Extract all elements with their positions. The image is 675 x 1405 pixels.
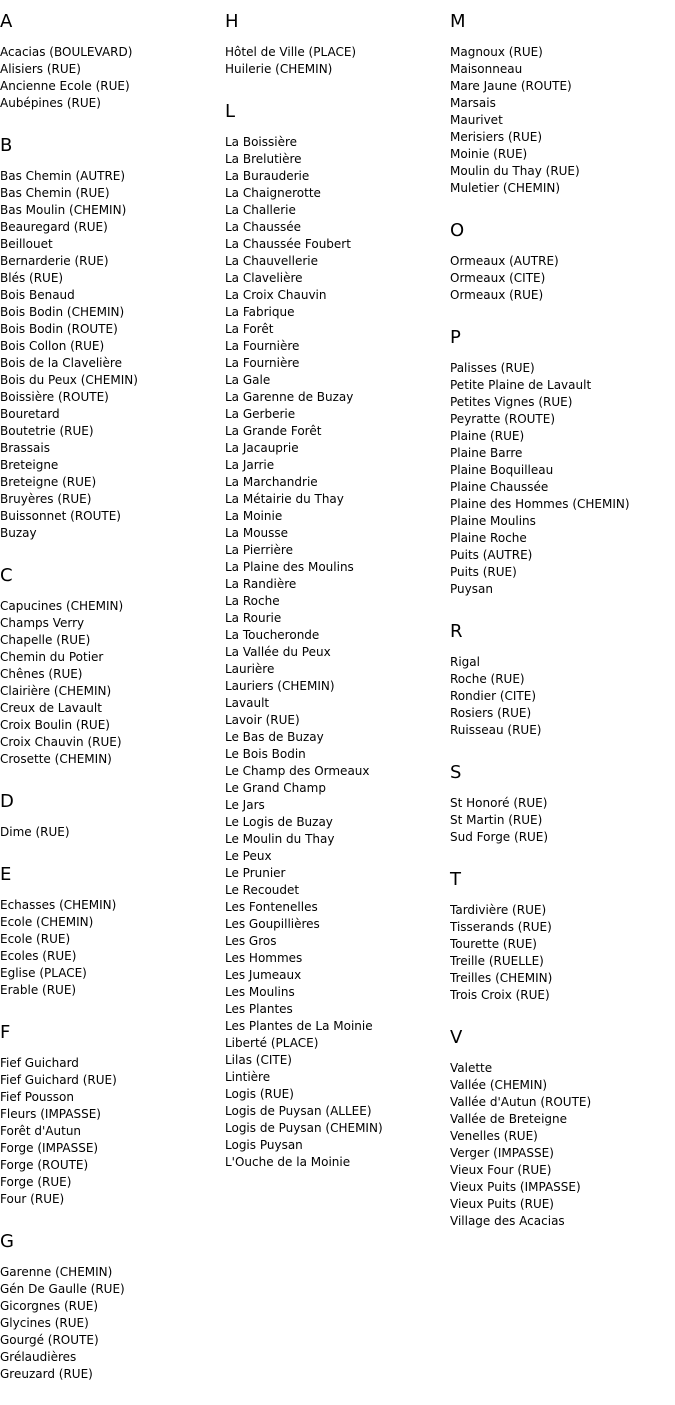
- street-name: L'Ouche de la Moinie: [225, 1155, 351, 1169]
- street-name: Fief Guichard: [0, 1056, 79, 1070]
- street-name: Buzay: [0, 526, 37, 540]
- letter-section: [0, 10, 225, 112]
- street-name: Bois Collon (RUE): [0, 339, 105, 353]
- street-name: Rondier (CITE): [450, 689, 537, 703]
- street-name: Plaine Moulins: [450, 514, 536, 528]
- street-name: Tourette (RUE): [450, 937, 537, 951]
- street-name: Verger (IMPASSE): [450, 1146, 554, 1160]
- section-letter-heading: B: [0, 135, 13, 156]
- street-name: Le Champ des Ormeaux: [225, 764, 370, 778]
- street-name: Magnoux (RUE): [450, 45, 543, 59]
- letter-section: [225, 10, 450, 78]
- street-name: Ruisseau (RUE): [450, 723, 542, 737]
- street-name: Le Logis de Buzay: [225, 815, 333, 829]
- street-name: Logis Puysan: [225, 1138, 303, 1152]
- street-name: Bois Bodin (CHEMIN): [0, 305, 125, 319]
- letter-section: [225, 100, 450, 1171]
- street-name: Gicorgnes (RUE): [0, 1299, 99, 1313]
- street-name: Glycines (RUE): [0, 1316, 89, 1330]
- street-index-column-1: [0, 10, 225, 1405]
- street-name: Le Peux: [225, 849, 272, 863]
- street-name: Logis de Puysan (CHEMIN): [225, 1121, 383, 1135]
- section-letter-heading: C: [0, 565, 13, 586]
- street-name: Logis (RUE): [225, 1087, 294, 1101]
- letter-section: [0, 1021, 225, 1208]
- section-letter-heading: R: [450, 621, 463, 642]
- street-name: La Marchandrie: [225, 475, 318, 489]
- street-name: La Jarrie: [225, 458, 275, 472]
- street-name: Les Gros: [225, 934, 277, 948]
- street-name: Trois Croix (RUE): [450, 988, 550, 1002]
- street-name: Chemin du Potier: [0, 650, 104, 664]
- street-name: Liberté (PLACE): [225, 1036, 319, 1050]
- letter-section: [0, 134, 225, 542]
- street-name: Lavault: [225, 696, 270, 710]
- street-name: Bruyères (RUE): [0, 492, 92, 506]
- street-index-column-2: [225, 10, 450, 1193]
- street-name: Hôtel de Ville (PLACE): [225, 45, 357, 59]
- street-name: Vallée (CHEMIN): [450, 1078, 548, 1092]
- street-name: Bois Benaud: [0, 288, 75, 302]
- letter-section: [450, 10, 675, 197]
- street-name: Maisonneau: [450, 62, 523, 76]
- street-name: Plaine Roche: [450, 531, 527, 545]
- street-name: La Roche: [225, 594, 280, 608]
- street-name: Plaine Barre: [450, 446, 523, 460]
- section-letter-heading: S: [450, 762, 462, 783]
- street-name: Ecoles (RUE): [0, 949, 77, 963]
- section-letter-heading: L: [225, 101, 236, 122]
- street-name: Vieux Four (RUE): [450, 1163, 552, 1177]
- street-name: La Croix Chauvin: [225, 288, 327, 302]
- street-name: La Grande Forêt: [225, 424, 322, 438]
- street-name: Croix Boulin (RUE): [0, 718, 110, 732]
- street-name: Clairière (CHEMIN): [0, 684, 112, 698]
- street-name: La Rourie: [225, 611, 282, 625]
- section-letter-heading: G: [0, 1231, 14, 1252]
- street-name: Muletier (CHEMIN): [450, 181, 561, 195]
- street-name: Rosiers (RUE): [450, 706, 532, 720]
- street-name: Four (RUE): [0, 1192, 65, 1206]
- street-name: Puysan: [450, 582, 493, 596]
- street-name: Fief Pousson: [0, 1090, 74, 1104]
- street-name: Echasses (CHEMIN): [0, 898, 117, 912]
- street-name: Vieux Puits (RUE): [450, 1197, 554, 1211]
- street-name: La Challerie: [225, 203, 296, 217]
- street-name: Les Goupillières: [225, 917, 320, 931]
- street-name: Moulin du Thay (RUE): [450, 164, 580, 178]
- street-name: Plaine (RUE): [450, 429, 525, 443]
- letter-section: [450, 326, 675, 598]
- street-name: Bernarderie (RUE): [0, 254, 109, 268]
- street-name: Puits (AUTRE): [450, 548, 533, 562]
- street-name: Breteigne (RUE): [0, 475, 97, 489]
- section-letter-heading: T: [450, 869, 461, 890]
- street-name: Sud Forge (RUE): [450, 830, 549, 844]
- street-name: Mare Jaune (ROUTE): [450, 79, 572, 93]
- street-name: Huilerie (CHEMIN): [225, 62, 333, 76]
- street-name: Merisiers (RUE): [450, 130, 543, 144]
- street-name: Les Hommes: [225, 951, 303, 965]
- street-name: Ancienne Ecole (RUE): [0, 79, 130, 93]
- street-name: Puits (RUE): [450, 565, 517, 579]
- street-name: Capucines (CHEMIN): [0, 599, 124, 613]
- section-letter-heading: D: [0, 791, 14, 812]
- street-name: Plaine Chaussée: [450, 480, 549, 494]
- street-name: Le Prunier: [225, 866, 286, 880]
- letter-section: [0, 863, 225, 999]
- street-name: La Randière: [225, 577, 297, 591]
- street-name: Le Jars: [225, 798, 265, 812]
- street-name: Alisiers (RUE): [0, 62, 81, 76]
- street-name: Moinie (RUE): [450, 147, 528, 161]
- street-name: Garenne (CHEMIN): [0, 1265, 113, 1279]
- street-name: Ormeaux (CITE): [450, 271, 546, 285]
- street-name: La Fournière: [225, 339, 300, 353]
- street-name: La Jacauprie: [225, 441, 299, 455]
- letter-section: [450, 761, 675, 846]
- street-name: Lilas (CITE): [225, 1053, 292, 1067]
- street-name: Beauregard (RUE): [0, 220, 108, 234]
- street-name: Lauriers (CHEMIN): [225, 679, 335, 693]
- street-name: Plaine des Hommes (CHEMIN): [450, 497, 630, 511]
- street-name: Bois du Peux (CHEMIN): [0, 373, 138, 387]
- section-letter-heading: P: [450, 327, 461, 348]
- street-name: Forêt d'Autun: [0, 1124, 82, 1138]
- street-name: Marsais: [450, 96, 496, 110]
- street-name: St Martin (RUE): [450, 813, 543, 827]
- section-letter-heading: E: [0, 864, 12, 885]
- street-name: Champs Verry: [0, 616, 85, 630]
- street-name: Gén De Gaulle (RUE): [0, 1282, 125, 1296]
- street-name: La Boissière: [225, 135, 298, 149]
- street-name: La Fabrique: [225, 305, 295, 319]
- letter-section: [450, 219, 675, 304]
- street-name: Bas Chemin (RUE): [0, 186, 110, 200]
- street-name: Vallée de Breteigne: [450, 1112, 568, 1126]
- letter-section: [0, 1230, 225, 1383]
- street-name: Le Recoudet: [225, 883, 300, 897]
- street-name: La Chauvellerie: [225, 254, 318, 268]
- street-name: Bas Chemin (AUTRE): [0, 169, 126, 183]
- street-name: La Gerberie: [225, 407, 296, 421]
- street-name: Le Bois Bodin: [225, 747, 306, 761]
- street-name: Crosette (CHEMIN): [0, 752, 112, 766]
- street-name: La Toucheronde: [225, 628, 320, 642]
- street-name: Forge (ROUTE): [0, 1158, 89, 1172]
- street-name: St Honoré (RUE): [450, 796, 548, 810]
- street-name: Treille (RUELLE): [450, 954, 544, 968]
- street-name: Brassais: [0, 441, 50, 455]
- street-name: La Chaussée Foubert: [225, 237, 351, 251]
- street-name: Les Moulins: [225, 985, 295, 999]
- section-letter-heading: M: [450, 11, 466, 32]
- street-name: Palisses (RUE): [450, 361, 535, 375]
- street-name: Village des Acacias: [450, 1214, 565, 1228]
- street-name: Boissière (ROUTE): [0, 390, 109, 404]
- street-name: Ecole (RUE): [0, 932, 71, 946]
- street-name: Lintière: [225, 1070, 271, 1084]
- street-name: Petite Plaine de Lavault: [450, 378, 592, 392]
- street-name: Peyratte (ROUTE): [450, 412, 556, 426]
- street-name: Le Bas de Buzay: [225, 730, 324, 744]
- section-letter-heading: H: [225, 11, 239, 32]
- section-letter-heading: F: [0, 1022, 11, 1043]
- street-name: Greuzard (RUE): [0, 1367, 93, 1381]
- street-name: Le Grand Champ: [225, 781, 326, 795]
- street-name: Dime (RUE): [0, 825, 70, 839]
- street-name: La Mousse: [225, 526, 289, 540]
- street-name: La Métairie du Thay: [225, 492, 344, 506]
- street-name: Chapelle (RUE): [0, 633, 91, 647]
- street-name: La Brelutière: [225, 152, 302, 166]
- street-name: Vallée d'Autun (ROUTE): [450, 1095, 592, 1109]
- street-name: Maurivet: [450, 113, 503, 127]
- street-name: Creux de Lavault: [0, 701, 102, 715]
- street-name: Bouretard: [0, 407, 60, 421]
- section-letter-heading: A: [0, 11, 13, 32]
- street-name: Croix Chauvin (RUE): [0, 735, 122, 749]
- letter-section: [450, 1026, 675, 1230]
- street-name: Ormeaux (RUE): [450, 288, 544, 302]
- street-name: La Burauderie: [225, 169, 310, 183]
- section-letter-heading: O: [450, 220, 465, 241]
- street-name: Grélaudières: [0, 1350, 77, 1364]
- street-name: Vieux Puits (IMPASSE): [450, 1180, 581, 1194]
- street-name: Tisserands (RUE): [450, 920, 552, 934]
- street-name: Valette: [450, 1061, 493, 1075]
- street-name: Bois de la Clavelière: [0, 356, 122, 370]
- street-name: Fief Guichard (RUE): [0, 1073, 117, 1087]
- street-name: Rigal: [450, 655, 480, 669]
- street-name: Petites Vignes (RUE): [450, 395, 573, 409]
- street-name: La Fournière: [225, 356, 300, 370]
- street-name: Boutetrie (RUE): [0, 424, 94, 438]
- street-name: Beillouet: [0, 237, 53, 251]
- street-name: Breteigne: [0, 458, 59, 472]
- street-name: Chênes (RUE): [0, 667, 83, 681]
- street-name: Treilles (CHEMIN): [450, 971, 553, 985]
- street-name: Bas Moulin (CHEMIN): [0, 203, 127, 217]
- street-name: La Chaignerotte: [225, 186, 321, 200]
- section-letter-heading: V: [450, 1027, 463, 1048]
- street-name: La Pierrière: [225, 543, 293, 557]
- street-name: La Forêt: [225, 322, 274, 336]
- letter-section: [0, 790, 225, 841]
- letter-section: [0, 564, 225, 768]
- street-name: La Moinie: [225, 509, 283, 523]
- street-name: Aubépines (RUE): [0, 96, 101, 110]
- street-name: La Chaussée: [225, 220, 302, 234]
- street-name: La Vallée du Peux: [225, 645, 331, 659]
- street-name: Plaine Boquilleau: [450, 463, 554, 477]
- street-name: Bois Bodin (ROUTE): [0, 322, 118, 336]
- street-name: Les Fontenelles: [225, 900, 318, 914]
- street-name: Erable (RUE): [0, 983, 77, 997]
- street-name: Roche (RUE): [450, 672, 525, 686]
- letter-section: [450, 868, 675, 1004]
- street-name: Les Plantes: [225, 1002, 293, 1016]
- street-name: Forge (IMPASSE): [0, 1141, 99, 1155]
- street-name: La Plaine des Moulins: [225, 560, 354, 574]
- street-name: Ecole (CHEMIN): [0, 915, 94, 929]
- street-name: Le Moulin du Thay: [225, 832, 335, 846]
- letter-section: [450, 620, 675, 739]
- street-name: Ormeaux (AUTRE): [450, 254, 559, 268]
- street-name: Blés (RUE): [0, 271, 64, 285]
- street-name: Acacias (BOULEVARD): [0, 45, 133, 59]
- street-name: Logis de Puysan (ALLEE): [225, 1104, 372, 1118]
- street-name: La Garenne de Buzay: [225, 390, 354, 404]
- street-name: Lavoir (RUE): [225, 713, 300, 727]
- street-index-column-3: [450, 10, 675, 1252]
- street-name: Forge (RUE): [0, 1175, 72, 1189]
- street-name: Eglise (PLACE): [0, 966, 87, 980]
- street-name: La Clavelière: [225, 271, 303, 285]
- street-name: Buissonnet (ROUTE): [0, 509, 121, 523]
- street-name: Tardivière (RUE): [450, 903, 547, 917]
- street-name: La Gale: [225, 373, 271, 387]
- street-name: Gourgé (ROUTE): [0, 1333, 99, 1347]
- street-name: Les Plantes de La Moinie: [225, 1019, 373, 1033]
- street-name: Venelles (RUE): [450, 1129, 538, 1143]
- street-name: Fleurs (IMPASSE): [0, 1107, 101, 1121]
- street-name: Les Jumeaux: [225, 968, 302, 982]
- street-name: Laurière: [225, 662, 275, 676]
